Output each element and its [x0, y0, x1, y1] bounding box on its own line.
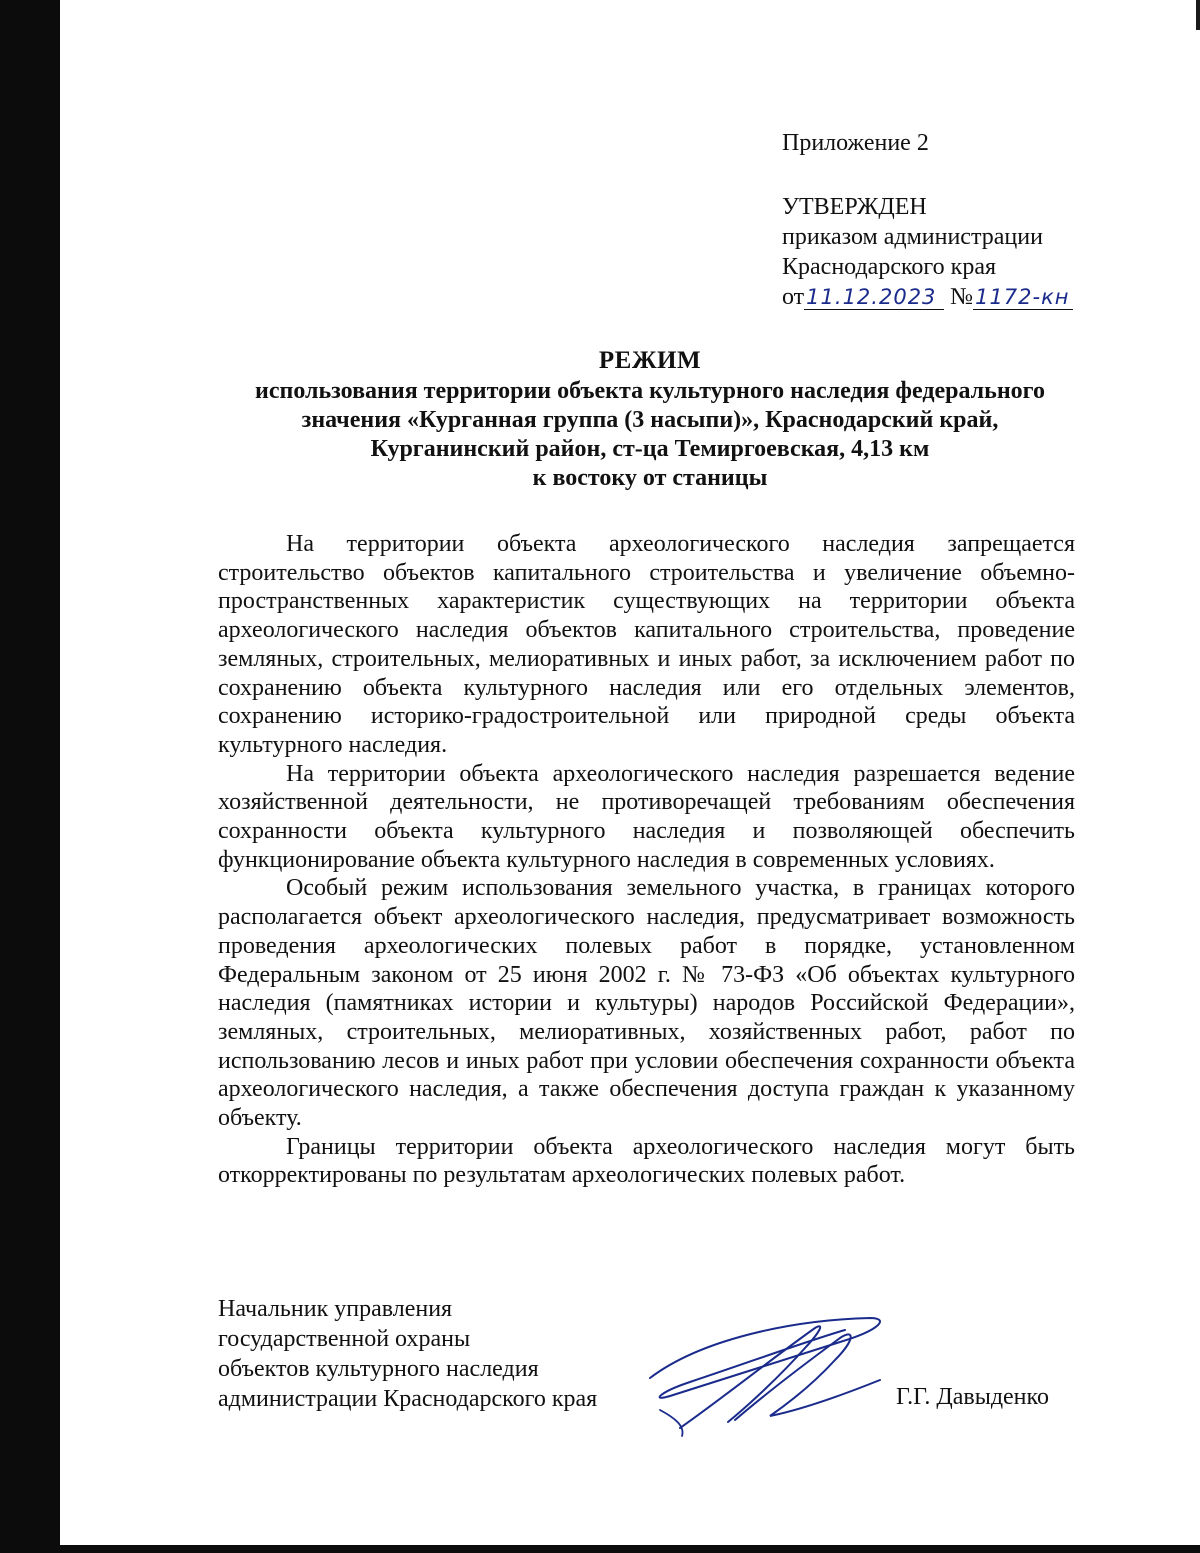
order-date-line — [782, 282, 1073, 312]
position-line: государственной охраны — [218, 1326, 471, 1352]
from-label: от — [782, 284, 805, 310]
subtitle-line: Курганинский район, ст-ца Темиргоевская, 4,13 км — [370, 436, 930, 462]
position-line: администрации Краснодарского края — [218, 1386, 598, 1412]
signatory-name: Г.Г. Давыденко — [896, 1384, 1049, 1410]
appendix-label: Приложение 2 — [782, 130, 929, 156]
order-line-1: приказом администрации — [782, 224, 1043, 250]
paragraph: Границы территории объекта археологического наследия могут быть откорректированы по результатам археологических полевых работ. — [218, 1133, 1075, 1189]
document-title — [215, 345, 1085, 493]
handwritten-number: 1172-кн — [973, 285, 1073, 310]
order-line-2: Краснодарского края — [782, 254, 997, 280]
approval-header — [782, 128, 1073, 312]
number-label: № — [950, 284, 974, 310]
paragraph: Особый режим использования земельного участка, в границах которого располагается объект археологического наследия, предусматривает возможность проведения археологических полевых работ в порядке, установленном Федеральным законом от 25 июня 2002 г. № 73-ФЗ «Об объектах культурного наследия (памятниках истории и культуры) народов Российской Федерации», земляных, строительных, мелиоративных, хозяйственных работ, работ по использованию лесов и иных работ при условии обеспечения сохранности объекта археологического наследия, а также обеспечения доступа граждан к указанному объекту. — [218, 875, 1075, 1132]
paragraph: На территории объекта археологического наследия разрешается ведение хозяйственной деятельности, не противоречащей требованиям обеспечения сохранности объекта культурного наследия и позволяющей обеспечить функционирование объекта культурного наследия в современных условиях. — [218, 760, 1075, 873]
scan-edge-bottom — [0, 1545, 1200, 1553]
position-line: объектов культурного наследия — [218, 1356, 539, 1382]
title-main: РЕЖИМ — [598, 347, 702, 374]
approved-label: УТВЕРЖДЕН — [782, 194, 927, 220]
subtitle-line: значения «Курганная группа (3 насыпи)», Краснодарский край, — [301, 407, 999, 433]
subtitle-line: к востоку от станицы — [532, 465, 768, 491]
document-body — [218, 530, 1075, 1190]
position-line: Начальник управления — [218, 1296, 453, 1322]
handwritten-date: 11.12.2023 — [804, 285, 944, 310]
subtitle-line: использования территории объекта культурного наследия федерального — [255, 378, 1045, 404]
scan-edge-mark — [1196, 0, 1200, 30]
scan-edge-left — [0, 0, 60, 1553]
paragraph: На территории объекта археологического наследия запрещается строительство объектов капитального строительства и увеличение объемно-пространственных характеристик существующих на территории объекта археологического наследия объектов капитального строительства, проведение земляных, строительных, мелиоративных и иных работ, за исключением работ по сохранению объекта культурного наследия или его отдельных элементов, сохранению историко-градостроительной или природной среды объекта культурного наследия. — [218, 531, 1075, 758]
handwritten-signature — [640, 1300, 900, 1450]
signatory-position — [218, 1294, 597, 1414]
